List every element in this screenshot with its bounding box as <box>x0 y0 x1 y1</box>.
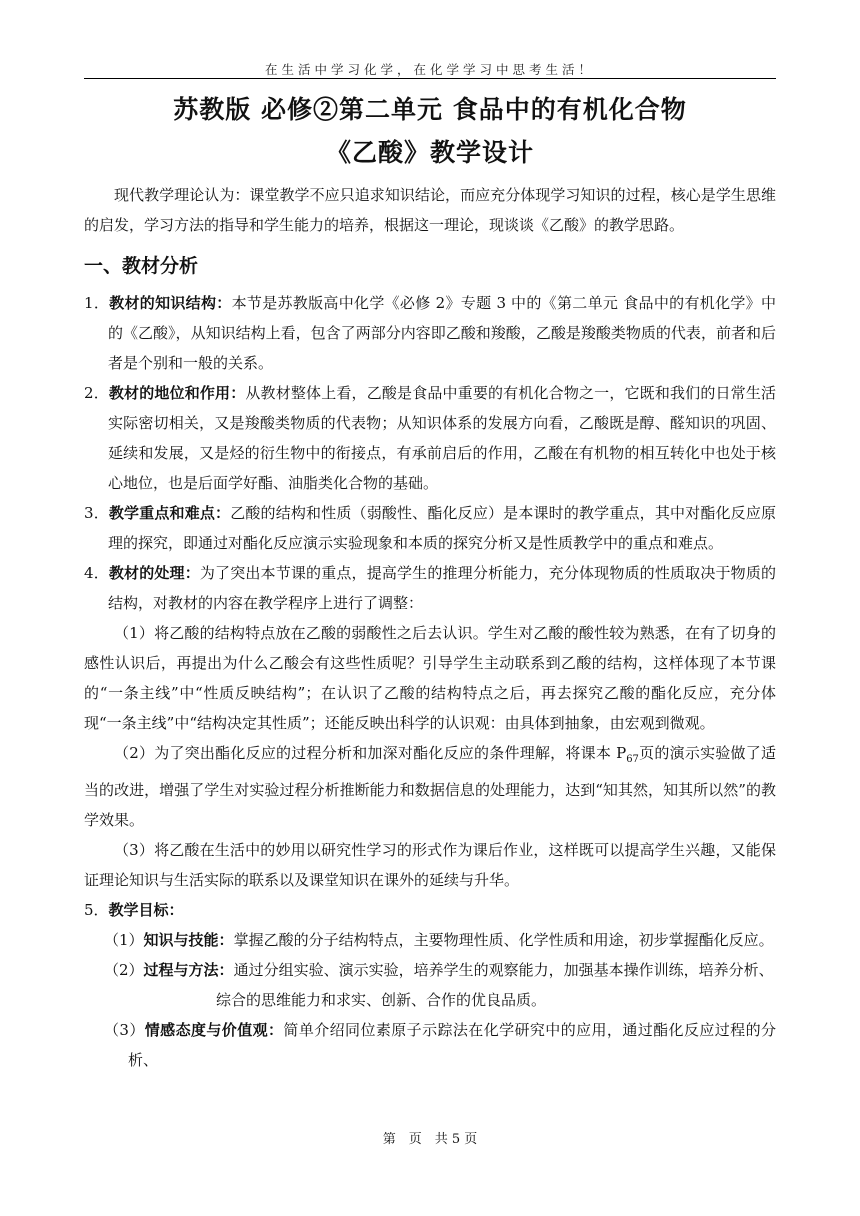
goal-label: 知识与技能： <box>143 931 234 949</box>
document-title: 苏教版 必修②第二单元 食品中的有机化合物 <box>173 95 687 124</box>
goal-continuation: 综合的思维能力和求实、创新、合作的优良品质。 <box>216 991 547 1009</box>
goal-item <box>104 925 776 955</box>
item-text: 从教材整体上看，乙酸是食品中重要的有机化合物之一，它既和我们的日常生活实际密切相关，又是羧酸类物质的代表物；从知识体系的发展方向看，乙酸既是醇、醛知识的巩固、延续和发展，又是烃的衍生物中的衔接点，有承前启后的作用，乙酸在有机物的相互转化中也处于核心地位，也是后面学好酯、油脂类化合物的基础。 <box>108 384 776 492</box>
goal-label: 过程与方法： <box>143 961 234 979</box>
paragraph-text: （2）为了突出酯化反应的过程分析和加深对酯化反应的条件理解，将课本 P <box>114 744 627 762</box>
item-label: 教学重点和难点： <box>108 504 231 522</box>
item-label: 教材的知识结构： <box>109 294 232 312</box>
intro-paragraph: 现代教学理论认为：课堂教学不应只追求知识结论，而应充分体现学习知识的过程，核心是学生思维的启发，学习方法的指导和学生能力的培养，根据这一理论，现谈谈《乙酸》的教学思路。 <box>84 186 776 234</box>
item-number: 3． <box>84 504 109 522</box>
item-number: 1． <box>84 294 110 312</box>
page-footer: 第 页 共 5 页 <box>382 1132 478 1147</box>
item-text: 乙酸的结构和性质（弱酸性、酯化反应）是本课时的教学重点，其中对酯化反应原理的探究，即通过对酯化反应演示实验现象和本质的探究分析又是性质教学中的重点和难点。 <box>108 504 776 552</box>
item-number: 2． <box>84 384 109 402</box>
goal-text: 通过分组实验、演示实验，培养学生的观察能力，加强基本操作训练，培养分析、 <box>233 961 774 979</box>
list-item <box>84 288 776 378</box>
goal-number: （2） <box>104 961 144 979</box>
item-text: 本节是苏教版高中化学《必修 2》专题 3 中的《第二单元 食品中的有机化学》中的《乙酸》，从知识结构上看，包含了两部分内容即乙酸和羧酸，乙酸是羧酸类物质的代表，前者和后者是个别和一般的关系。 <box>108 294 776 372</box>
list-item <box>84 498 776 558</box>
paragraph <box>84 738 776 835</box>
item-label: 教材的地位和作用： <box>108 384 246 402</box>
goal-label: 情感态度与价值观： <box>144 1021 284 1039</box>
goal-item <box>104 955 776 985</box>
paragraph-text: 页的演示实验做了适当的改进，增强了学生对实验过程分析推断能力和数据信息的处理能力，达到“知其然，知其所以然”的教学效果。 <box>84 744 776 829</box>
page-subscript: 67 <box>626 754 639 765</box>
paragraph: （1）将乙酸的结构特点放在乙酸的弱酸性之后去认识。学生对乙酸的酸性较为熟悉，在有了切身的感性认识后，再提出为什么乙酸会有这些性质呢？引导学生主动联系到乙酸的结构，这样体现了本节课的“一条主线”中“性质反映结构”；在认识了乙酸的结构特点之后，再去探究乙酸的酯化反应，充分体现“一条主线”中“结构决定其性质”；还能反映出科学的认识观：由具体到抽象，由宏观到微观。 <box>84 624 776 732</box>
list-item <box>84 558 776 618</box>
goal-text: 简单介绍同位素原子示踪法在化学研究中的应用，通过酯化反应过程的分析、 <box>128 1021 776 1069</box>
item-text: 为了突出本节课的重点，提高学生的推理分析能力，充分体现物质的性质取决于物质的结构，对教材的内容在教学程序上进行了调整： <box>108 564 776 612</box>
goal-number: （3） <box>104 1021 145 1039</box>
item-label: 教学目标： <box>108 901 184 919</box>
document-subtitle: 《乙酸》教学设计 <box>325 138 534 167</box>
goal-number: （1） <box>104 931 144 949</box>
section-heading: 一、教材分析 <box>84 255 199 277</box>
list-item <box>84 895 776 925</box>
item-number: 4． <box>84 564 109 582</box>
goal-item <box>104 1015 776 1075</box>
document-body <box>84 180 776 1075</box>
page-header: 在生活中学习化学，在化学学习中思考生活！ <box>264 62 595 77</box>
goal-text: 掌握乙酸的分子结构特点，主要物理性质、化学性质和用途，初步掌握酯化反应。 <box>233 931 774 949</box>
list-item <box>84 378 776 498</box>
header-rule <box>84 78 776 79</box>
item-number: 5． <box>84 901 109 919</box>
paragraph: （3）将乙酸在生活中的妙用以研究性学习的形式作为课后作业，这样既可以提高学生兴趣，又能保证理论知识与生活实际的联系以及课堂知识在课外的延续与升华。 <box>84 841 776 889</box>
item-label: 教材的处理： <box>108 564 200 582</box>
